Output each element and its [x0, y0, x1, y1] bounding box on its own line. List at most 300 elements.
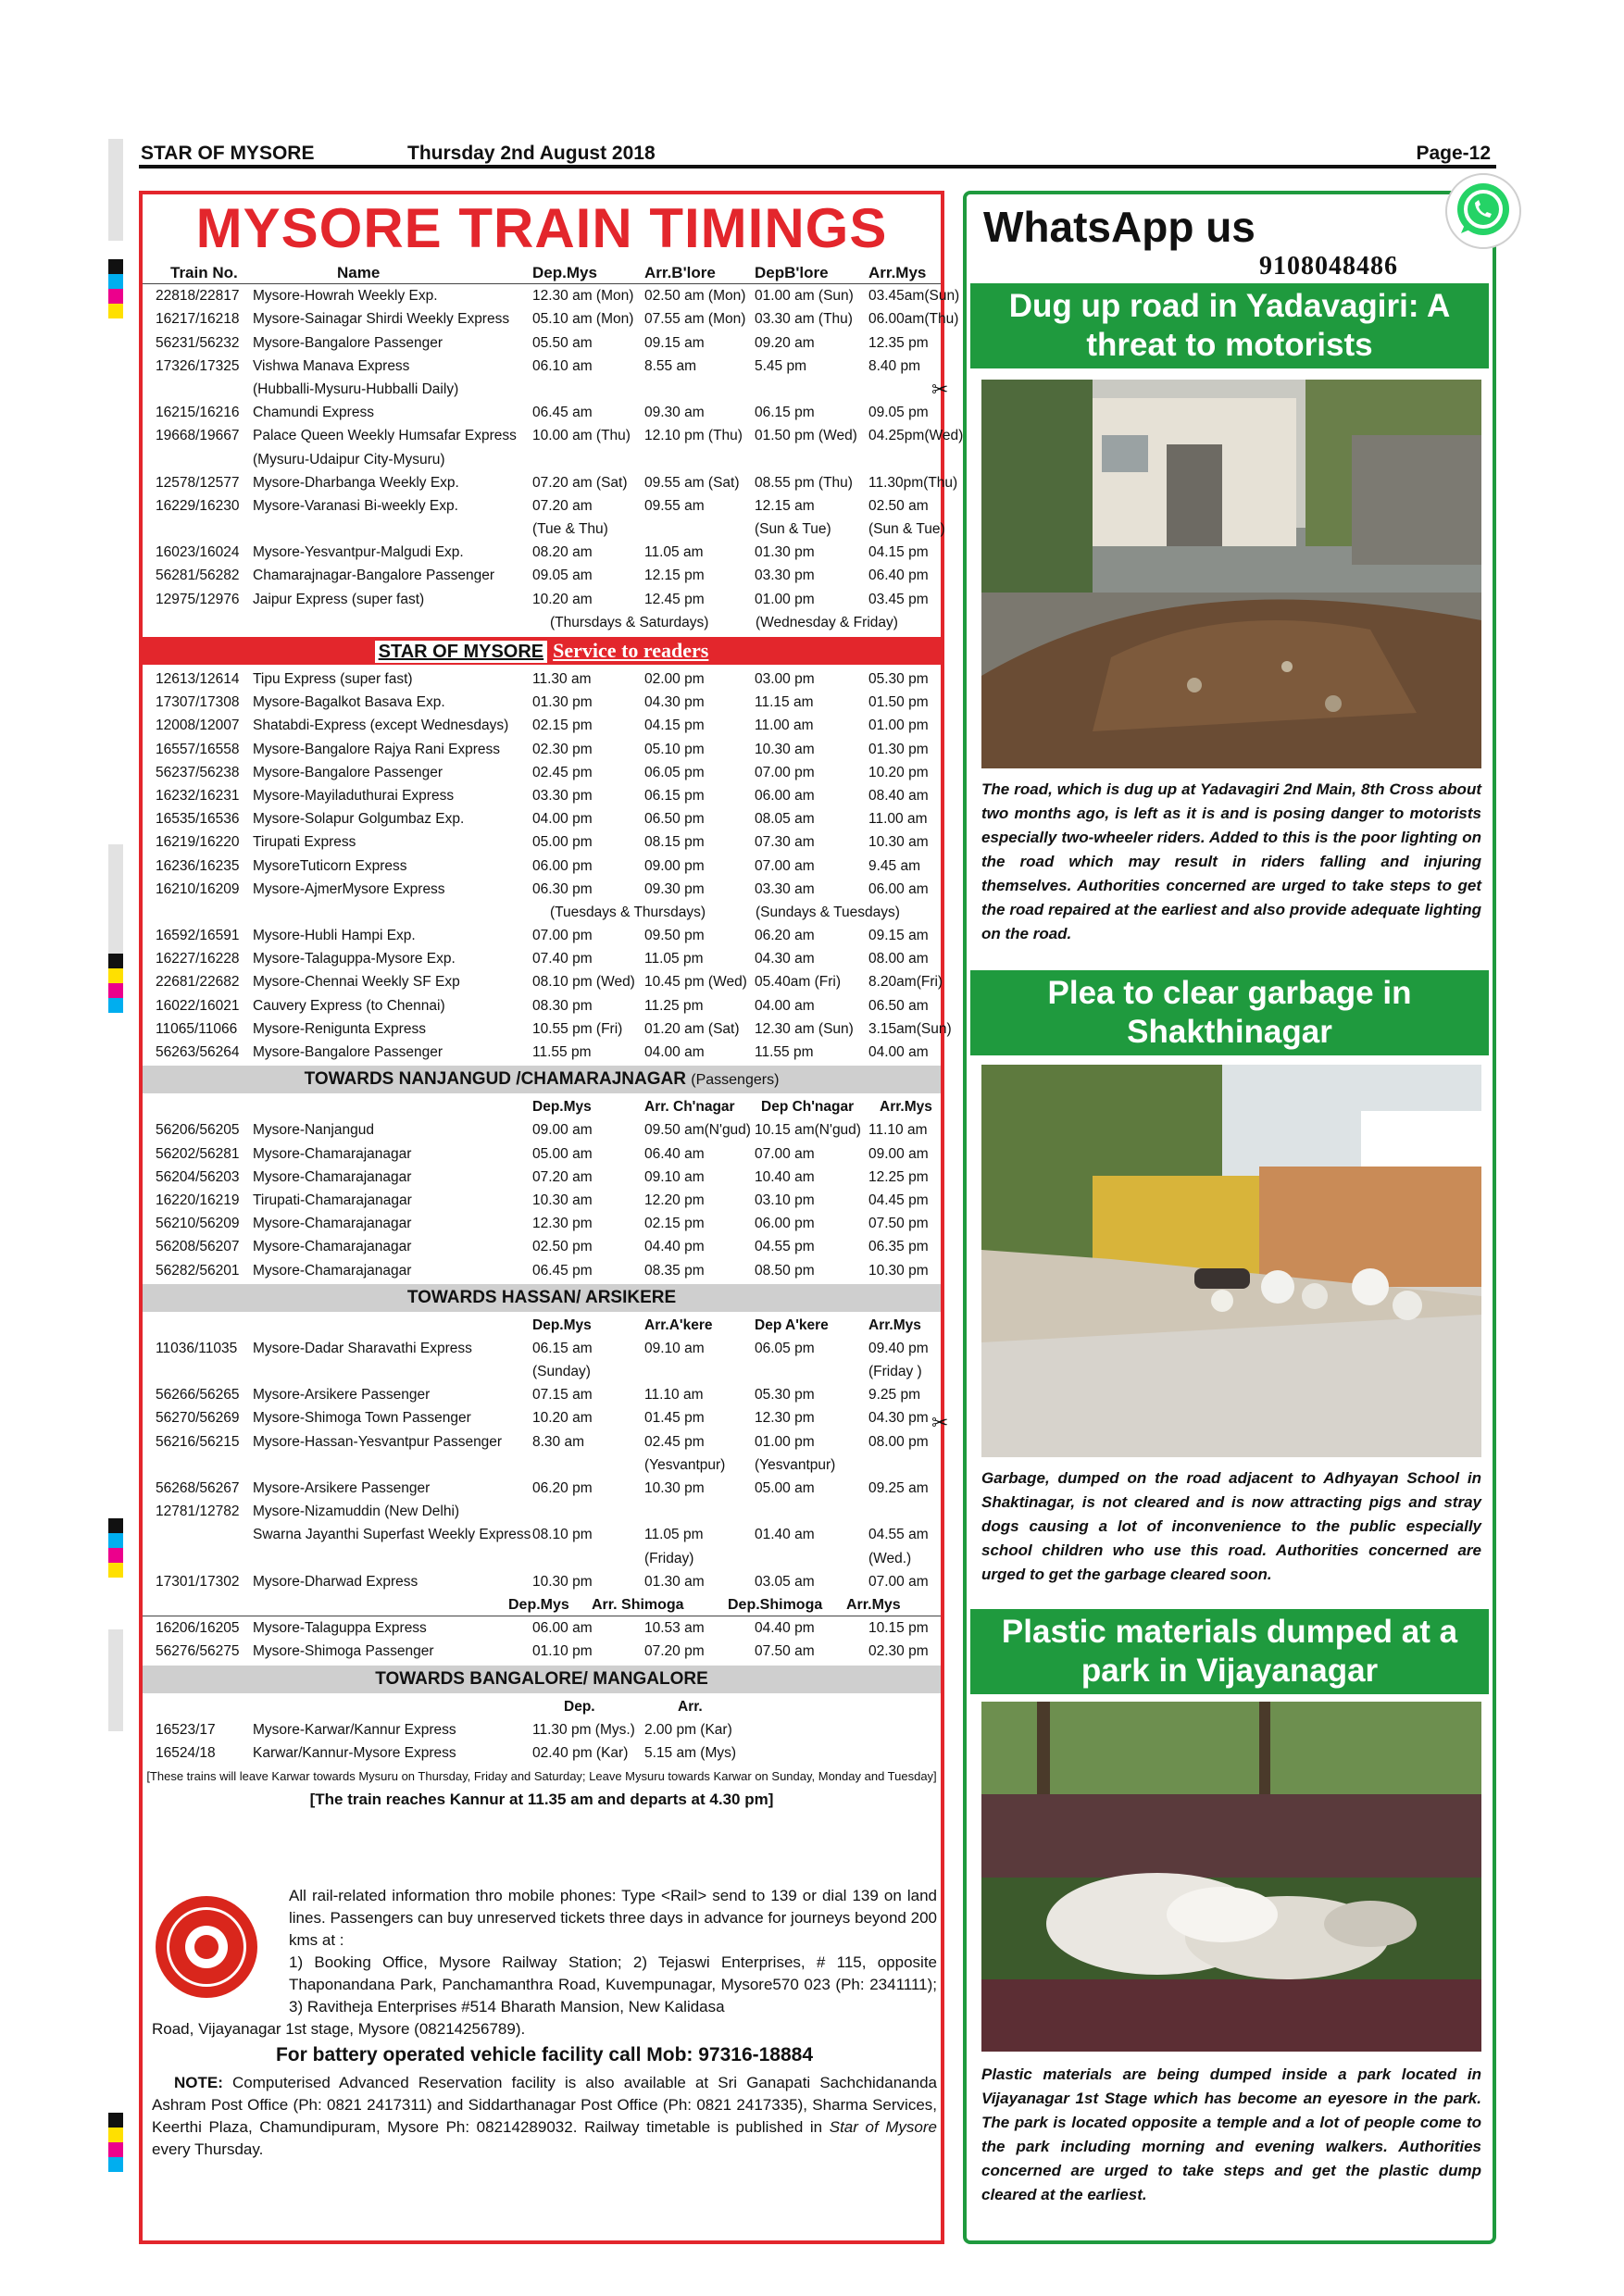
return-arrival-time: 03.45 pm	[868, 591, 929, 607]
train-number: 16557/16558	[156, 741, 240, 757]
return-arrival-time: 9.25 pm	[868, 1387, 921, 1404]
table-row	[143, 284, 960, 307]
arrival-time: 09.30 am	[644, 405, 705, 421]
band-brand: STAR OF MYSORE	[375, 641, 548, 663]
table-row	[143, 1454, 941, 1477]
departure-time: 07.00 pm	[532, 928, 593, 944]
departure-time: (Tue & Thu)	[532, 521, 608, 538]
train-number: 56268/56267	[156, 1480, 240, 1496]
return-departure-time: 05.30 pm	[755, 1387, 815, 1404]
arrival-time: 01.30 am	[644, 1573, 705, 1590]
registration-swatch	[108, 259, 123, 274]
column-header: DepB'lore	[755, 264, 829, 281]
train-number: 12975/12976	[156, 591, 240, 607]
arrival-time: 11.05 am	[644, 544, 704, 561]
karwar-schedule-note: [These trains will leave Karwar towards Mysuru on Thursday, Friday and Saturday; Leave Mysuru towards Karwar on Sunday, Monday and Tuesday]	[146, 1769, 937, 1784]
return-departure-time: 03.05 am	[755, 1573, 815, 1590]
arrival-time: 11.10 am	[644, 1387, 704, 1404]
train-number: 16236/16235	[156, 857, 240, 874]
train-name: Mysore-Chennai Weekly SF Exp	[253, 974, 460, 991]
column-header: Dep Ch'nagar	[761, 1099, 855, 1116]
train-name: Chamundi Express	[253, 405, 374, 421]
train-number: 16219/16220	[156, 834, 240, 851]
return-departure-time: 07.50 am	[755, 1643, 815, 1660]
departure-time: 02.40 pm (Kar)	[532, 1744, 629, 1761]
photo-dug-up-road	[981, 380, 1481, 768]
registration-swatch	[108, 1533, 123, 1548]
departure-time: 06.00 am	[532, 1620, 593, 1637]
registration-swatch	[108, 998, 123, 1013]
table-row	[143, 738, 941, 761]
departure-time: (Thursdays & Saturdays)	[550, 614, 709, 630]
train-number: 56202/56281	[156, 1145, 240, 1162]
column-header: Arr. Ch'nagar	[644, 1099, 735, 1116]
return-arrival-time: 07.50 pm	[868, 1216, 929, 1232]
return-departure-time: (Sundays & Tuesdays)	[756, 904, 900, 920]
arrival-time: 04.00 am	[644, 1044, 705, 1060]
registration-swatch	[108, 289, 123, 304]
train-number: 16535/16536	[156, 811, 240, 828]
train-name: Mysore-Chamarajanagar	[253, 1145, 412, 1162]
table-row	[143, 1017, 952, 1041]
departure-time: 06.00 pm	[532, 857, 593, 874]
departure-time: 06.20 pm	[532, 1480, 593, 1496]
train-timings-title: MYSORE TRAIN TIMINGS	[195, 197, 888, 259]
table-row	[143, 784, 941, 807]
train-name: Mysore-Chamarajanagar	[253, 1262, 412, 1279]
table-row	[143, 1041, 941, 1064]
return-arrival-time: 08.00 am	[868, 951, 929, 967]
return-arrival-time: 05.30 pm	[868, 671, 929, 687]
departure-time: 04.00 pm	[532, 811, 593, 828]
column-header: Arr.Mys	[846, 1596, 901, 1613]
table-row	[143, 541, 941, 564]
train-number: 12613/12614	[156, 671, 240, 687]
return-arrival-time: 09.00 am	[868, 1145, 929, 1162]
return-arrival-time: 10.20 pm	[868, 764, 929, 780]
return-departure-time: 5.45 pm	[755, 357, 807, 374]
note-end: every Thursday.	[152, 2140, 264, 2158]
train-name: Tipu Express (super fast)	[253, 671, 413, 687]
train-number: 56208/56207	[156, 1239, 240, 1255]
arrival-time: 10.45 pm (Wed)	[644, 974, 747, 991]
page-number: Page-12	[1416, 143, 1491, 164]
train-name: Palace Queen Weekly Humsafar Express	[253, 428, 517, 444]
train-name: Jaipur Express (super fast)	[253, 591, 425, 607]
train-name: Mysore-Shimoga Passenger	[253, 1643, 434, 1660]
train-name: Mysore-Bangalore Passenger	[253, 764, 443, 780]
train-number: 16523/17	[156, 1721, 216, 1738]
return-arrival-time: 04.45 pm	[868, 1192, 929, 1208]
departure-time: 06.10 am	[532, 357, 593, 374]
return-departure-time: 03.10 pm	[755, 1192, 815, 1208]
arrival-time: 11.05 pm	[644, 1527, 704, 1543]
departure-time: 07.40 pm	[532, 951, 593, 967]
train-number: 17326/17325	[156, 357, 240, 374]
rail-info-text: All rail-related information thro mobile phones: Type <Rail> send to 139 or dial 139 on land lines. Passengers can buy unreserved tickets three days in advance for journeys beyond 200 kms at :	[289, 1887, 937, 1949]
column-header: Arr.Mys	[868, 264, 927, 281]
train-number: 56270/56269	[156, 1410, 240, 1427]
return-arrival-time: 8.20am(Fri)	[868, 974, 943, 991]
departure-time: 08.30 pm	[532, 997, 593, 1014]
registration-swatch	[108, 983, 123, 998]
table-row	[143, 878, 941, 901]
return-departure-time: 04.30 am	[755, 951, 815, 967]
table-row	[143, 1640, 941, 1663]
return-departure-time: 01.50 pm (Wed)	[755, 428, 857, 444]
train-number: 56210/56209	[156, 1216, 240, 1232]
rail-info-block	[152, 1885, 937, 2161]
departure-time: 10.30 am	[532, 1192, 593, 1208]
train-name: Mysore-Karwar/Kannur Express	[253, 1721, 456, 1738]
departure-time: 11.30 am	[532, 671, 592, 687]
issue-date: Thursday 2nd August 2018	[407, 143, 656, 164]
arrival-time: 07.55 am (Mon)	[644, 311, 746, 328]
return-arrival-time: 06.50 am	[868, 997, 929, 1014]
train-number: 12008/12007	[156, 718, 240, 734]
train-name: Tirupati Express	[253, 834, 356, 851]
return-departure-time: 08.05 am	[755, 811, 815, 828]
departure-time: 12.30 pm	[532, 1216, 593, 1232]
return-arrival-time: (Friday )	[868, 1364, 922, 1380]
departure-time: 09.00 am	[532, 1122, 593, 1139]
section-title: TOWARDS HASSAN/ ARSIKERE	[406, 1287, 677, 1307]
newspaper-name: STAR OF MYSORE	[141, 143, 315, 164]
column-header: Dep.Mys	[508, 1596, 569, 1613]
arrival-time: 08.15 pm	[644, 834, 705, 851]
table-row	[143, 924, 941, 947]
return-arrival-time: 12.35 pm	[868, 334, 929, 351]
train-name: Mysore-Chamarajanagar	[253, 1168, 412, 1185]
departure-time: 05.00 am	[532, 1145, 593, 1162]
train-name: Mysore-Renigunta Express	[253, 1020, 426, 1037]
return-arrival-time: 3.15am(Sun)	[868, 1020, 952, 1037]
karwar-trains	[143, 1718, 941, 1765]
whatsapp-title: WhatsApp us	[983, 203, 1255, 251]
return-arrival-time: 04.30 pm	[868, 1410, 929, 1427]
return-arrival-time: 10.15 pm	[868, 1620, 929, 1637]
arrival-time: 02.00 pm	[644, 671, 705, 687]
return-departure-time: 04.00 am	[755, 997, 815, 1014]
arrival-time: 10.30 pm	[644, 1480, 705, 1496]
table-row	[143, 448, 941, 471]
table-row	[143, 307, 959, 331]
departure-time: 01.30 pm	[532, 694, 593, 711]
departure-time: 03.30 pm	[532, 787, 593, 804]
train-number: 19668/19667	[156, 428, 240, 444]
arrival-time: 07.20 pm	[644, 1643, 705, 1660]
arrival-time: 8.55 am	[644, 357, 697, 374]
arrival-time: 09.50 am(N'gud)	[644, 1122, 751, 1139]
train-number: 56204/56203	[156, 1168, 240, 1185]
table-row	[143, 1477, 941, 1500]
arrival-time: 09.10 am	[644, 1168, 705, 1185]
arrival-time: 09.55 am (Sat)	[644, 474, 740, 491]
train-name: Mysore-Hassan-Yesvantpur Passenger	[253, 1433, 503, 1450]
train-name: Mysore-Dadar Sharavathi Express	[253, 1340, 472, 1356]
train-name: Swarna Jayanthi Superfast Weekly Express	[253, 1527, 531, 1543]
return-departure-time: 09.20 am	[755, 334, 815, 351]
return-departure-time: 10.30 am	[755, 741, 815, 757]
table-row	[143, 331, 941, 355]
train-name: Mysore-Howrah Weekly Exp.	[253, 288, 438, 305]
table-row	[143, 1500, 941, 1523]
return-arrival-time: 01.30 pm	[868, 741, 929, 757]
return-departure-time: 06.15 pm	[755, 405, 815, 421]
subheader-hassan	[143, 1314, 941, 1337]
departure-time: 02.45 pm	[532, 764, 593, 780]
train-number: 16524/18	[156, 1744, 216, 1761]
column-header: Train No.	[170, 264, 238, 281]
departure-time: 06.45 pm	[532, 1262, 593, 1279]
column-header: Dep.Mys	[532, 264, 597, 281]
train-number: 56281/56282	[156, 568, 240, 584]
registration-swatch	[108, 274, 123, 289]
departure-time: 05.10 am (Mon)	[532, 311, 634, 328]
return-arrival-time: 04.25pm(Wed)	[868, 428, 964, 444]
departure-time: (Tuesdays & Thursdays)	[550, 904, 706, 920]
arrival-time: 01.20 am (Sat)	[644, 1020, 740, 1037]
return-departure-time: 07.00 am	[755, 1145, 815, 1162]
column-header: Name	[337, 264, 381, 281]
arrival-time: 04.15 pm	[644, 718, 705, 734]
train-number: 11065/11066	[156, 1020, 238, 1037]
registration-swatch	[108, 2128, 123, 2142]
train-name: MysoreTuticorn Express	[253, 857, 407, 874]
column-header: Arr.B'lore	[644, 264, 716, 281]
train-name: Mysore-AjmerMysore Express	[253, 880, 445, 897]
return-departure-time: 11.00 am	[755, 718, 814, 734]
return-arrival-time: 04.00 am	[868, 1044, 929, 1060]
return-arrival-time: 12.25 pm	[868, 1168, 929, 1185]
train-number: 56237/56238	[156, 764, 240, 780]
booking-offices-text: 1) Booking Office, Mysore Railway Station; 2) Tejaswi Enterprises, # 115, opposite Thaponandana Park, Panchamanthra Road, Kuvempunagar, Mysore570 023 (Ph: 2341111); 3) Ravitheja Enterprises #514 Bharath Mansion, New Kalidasa	[289, 1953, 937, 2015]
note-text: Computerised Advanced Reservation facility is also available at Sri Ganapati Sachchidananda Ashram Post Office (Ph: 0821 2417311) and Siddarthanagar Post Office (Ph: 0821 2417335), Sharma Services, Keerthi Plaza, Chamundipuram, Mysore Ph: 08214289032. Railway timetable is published in	[152, 2074, 937, 2136]
table-row	[143, 1570, 941, 1593]
arrival-time: 08.35 pm	[644, 1262, 705, 1279]
table-row	[143, 424, 964, 447]
departure-time: 09.05 am	[532, 568, 593, 584]
registration-swatch	[108, 1518, 123, 1533]
train-number: 11036/11035	[156, 1340, 238, 1356]
arrival-time: 12.20 pm	[644, 1192, 705, 1208]
service-to-readers-band	[143, 637, 941, 665]
registration-swatch	[108, 1548, 123, 1563]
table-row	[143, 518, 945, 541]
return-arrival-time: 09.05 pm	[868, 405, 929, 421]
departure-time: 05.50 am	[532, 334, 593, 351]
indian-railways-logo	[156, 1896, 257, 1998]
return-arrival-time: 8.40 pm	[868, 357, 921, 374]
return-arrival-time: 09.25 am	[868, 1480, 929, 1496]
train-name: Tirupati-Chamarajanagar	[253, 1192, 412, 1208]
train-name: Mysore-Bangalore Passenger	[253, 334, 443, 351]
train-name: Mysore-Mayiladuthurai Express	[253, 787, 455, 804]
table-row	[143, 355, 941, 378]
booking-offices-text-end: Road, Vijayanagar 1st stage, Mysore (08214256789).	[152, 2020, 526, 2038]
train-name: Mysore-Nanjangud	[253, 1122, 374, 1139]
return-arrival-time: 11.00 am	[868, 811, 928, 828]
return-departure-time: 01.30 pm	[755, 544, 815, 561]
kannur-note: [The train reaches Kannur at 11.35 am and departs at 4.30 pm]	[309, 1791, 774, 1809]
story-3-headline: Plastic materials dumped at a park in Vijayanagar	[970, 1609, 1489, 1694]
train-number: 56276/56275	[156, 1643, 240, 1660]
departure-time: 10.30 pm	[532, 1573, 593, 1590]
return-departure-time: 03.30 pm	[755, 568, 815, 584]
table-row	[143, 588, 941, 611]
arrival-time: 04.30 pm	[644, 694, 705, 711]
column-header: Dep A'kere	[755, 1316, 829, 1333]
story-2-caption: Garbage, dumped on the road adjacent to Adhyayan School in Shaktinagar, is not cleared and is now attracting pigs and stray dogs causing a lot of inconvenience to the public especially school children who use this road. Authorities concerned are urged to get the garbage cleared soon.	[981, 1469, 1481, 1583]
return-departure-time: (Yesvantpur)	[755, 1456, 836, 1473]
table-row	[143, 1212, 941, 1235]
table-row	[143, 970, 941, 993]
departure-time: 06.30 pm	[532, 880, 593, 897]
arrival-time: 12.45 pm	[644, 591, 705, 607]
return-departure-time: 12.30 am (Sun)	[755, 1020, 854, 1037]
column-header: Arr.Mys	[880, 1099, 932, 1116]
return-departure-time: 11.55 pm	[755, 1044, 814, 1060]
return-arrival-time: 04.55 am	[868, 1527, 929, 1543]
train-number: 16232/16231	[156, 787, 240, 804]
arrival-time: 09.30 pm	[644, 880, 705, 897]
return-departure-time: 06.05 pm	[755, 1340, 815, 1356]
return-arrival-time: 11.30pm(Thu)	[868, 474, 958, 491]
return-arrival-time: 10.30 pm	[868, 1262, 929, 1279]
table-row	[143, 378, 941, 401]
train-name: Mysore-Bagalkot Basava Exp.	[253, 694, 445, 711]
departure-time: 10.00 am (Thu)	[532, 428, 631, 444]
return-departure-time: 01.40 am	[755, 1527, 815, 1543]
table-row	[143, 1616, 941, 1640]
arrival-time: 10.53 am	[644, 1620, 705, 1637]
table-row	[143, 1718, 941, 1741]
arrival-time: 02.50 am (Mon)	[644, 288, 746, 305]
return-arrival-time: 09.40 pm	[868, 1340, 929, 1356]
shimoga-trains	[143, 1616, 941, 1663]
photo-plastic-park	[981, 1702, 1481, 2052]
return-arrival-time: 10.30 am	[868, 834, 929, 851]
return-departure-time: 12.30 pm	[755, 1410, 815, 1427]
return-departure-time: 01.00 am (Sun)	[755, 288, 854, 305]
table-header	[143, 261, 941, 284]
return-arrival-time: 09.15 am	[868, 928, 929, 944]
table-row	[143, 401, 941, 424]
subheader-nanjangud	[143, 1095, 941, 1118]
train-number: 56216/56215	[156, 1433, 240, 1450]
departure-time: 07.20 am (Sat)	[532, 474, 628, 491]
return-departure-time: 06.00 am	[755, 787, 815, 804]
table-row	[143, 564, 941, 587]
arrival-time: 09.15 am	[644, 334, 705, 351]
train-number: 56231/56232	[156, 334, 240, 351]
arrival-time: 09.10 am	[644, 1340, 705, 1356]
train-number: 56263/56264	[156, 1044, 240, 1060]
return-arrival-time: 01.50 pm	[868, 694, 929, 711]
departure-time: 12.30 am (Mon)	[532, 288, 634, 305]
return-departure-time: 06.20 am	[755, 928, 815, 944]
table-row	[143, 830, 941, 854]
train-name: Mysore-Nizamuddin (New Delhi)	[253, 1504, 460, 1520]
return-departure-time: 05.40am (Fri)	[755, 974, 842, 991]
return-departure-time: 01.00 pm	[755, 591, 815, 607]
photo-garbage-shakthinagar	[981, 1065, 1481, 1457]
table-row	[143, 1189, 941, 1212]
train-number: 56266/56265	[156, 1387, 240, 1404]
return-arrival-time: 02.30 pm	[868, 1643, 929, 1660]
section-bangalore-mangalore	[143, 1666, 941, 1693]
train-name: Mysore-Shimoga Town Passenger	[253, 1410, 471, 1427]
train-name: Mysore-Talaguppa Express	[253, 1620, 427, 1637]
train-number: 17307/17308	[156, 694, 240, 711]
return-departure-time: 11.15 am	[755, 694, 814, 711]
return-departure-time: 03.00 pm	[755, 671, 815, 687]
departure-time: 11.55 pm	[532, 1044, 592, 1060]
arrival-time: 09.55 am	[644, 497, 705, 514]
arrival-time: 06.05 pm	[644, 764, 705, 780]
train-number: 16229/16230	[156, 497, 240, 514]
column-header: Arr.A'kere	[644, 1316, 713, 1333]
return-departure-time: 05.00 am	[755, 1480, 815, 1496]
return-departure-time: (Wednesday & Friday)	[756, 614, 898, 630]
return-arrival-time: (Sun & Tue)	[868, 521, 945, 538]
return-arrival-time: 06.00 am	[868, 880, 929, 897]
arrival-time: 09.00 pm	[644, 857, 705, 874]
arrival-time: 2.00 pm (Kar)	[644, 1721, 732, 1738]
table-row	[143, 1360, 941, 1383]
scissors-icon: ✂	[931, 378, 949, 401]
scissors-icon: ✂	[931, 1411, 949, 1434]
return-arrival-time: 06.00am(Thu)	[868, 311, 959, 328]
departure-time: 06.45 am	[532, 405, 593, 421]
registration-swatch	[108, 1563, 123, 1578]
return-departure-time: 10.40 am	[755, 1168, 815, 1185]
subheader-karwar	[143, 1695, 941, 1718]
return-arrival-time: 04.15 pm	[868, 544, 929, 561]
departure-time: 10.20 am	[532, 591, 593, 607]
train-name: Mysore-Chamarajanagar	[253, 1216, 412, 1232]
story-1-headline: Dug up road in Yadavagiri: A threat to motorists	[970, 283, 1489, 368]
table-row	[143, 611, 941, 634]
table-row	[143, 761, 941, 784]
registration-strip	[108, 1629, 123, 1731]
section-title: TOWARDS NANJANGUD /CHAMARAJNAGAR	[304, 1069, 686, 1090]
departure-time: 06.15 am	[532, 1340, 593, 1356]
return-arrival-time: 08.00 pm	[868, 1433, 929, 1450]
table-row	[143, 1142, 941, 1166]
table-row	[143, 1337, 941, 1360]
table-row	[143, 901, 941, 924]
table-row	[143, 1383, 941, 1406]
whatsapp-icon	[1444, 172, 1522, 250]
arrival-time: 04.40 pm	[644, 1239, 705, 1255]
train-number: 12578/12577	[156, 474, 240, 491]
registration-swatch	[108, 954, 123, 968]
train-name: Mysore-Bangalore Passenger	[253, 1044, 443, 1060]
return-departure-time: 08.55 pm (Thu)	[755, 474, 853, 491]
train-name: Mysore-Dharwad Express	[253, 1573, 418, 1590]
departure-time: 01.10 pm	[532, 1643, 593, 1660]
registration-swatch	[108, 2113, 123, 2128]
arrival-time: (Friday)	[644, 1550, 694, 1566]
return-arrival-time: 02.50 am	[868, 497, 929, 514]
registration-swatch	[108, 2157, 123, 2172]
train-number: 22818/22817	[156, 288, 240, 305]
registration-swatch	[108, 968, 123, 983]
story-2-headline: Plea to clear garbage in Shakthinagar	[970, 970, 1489, 1055]
train-number: 22681/22682	[156, 974, 240, 991]
return-arrival-time: 08.40 am	[868, 787, 929, 804]
